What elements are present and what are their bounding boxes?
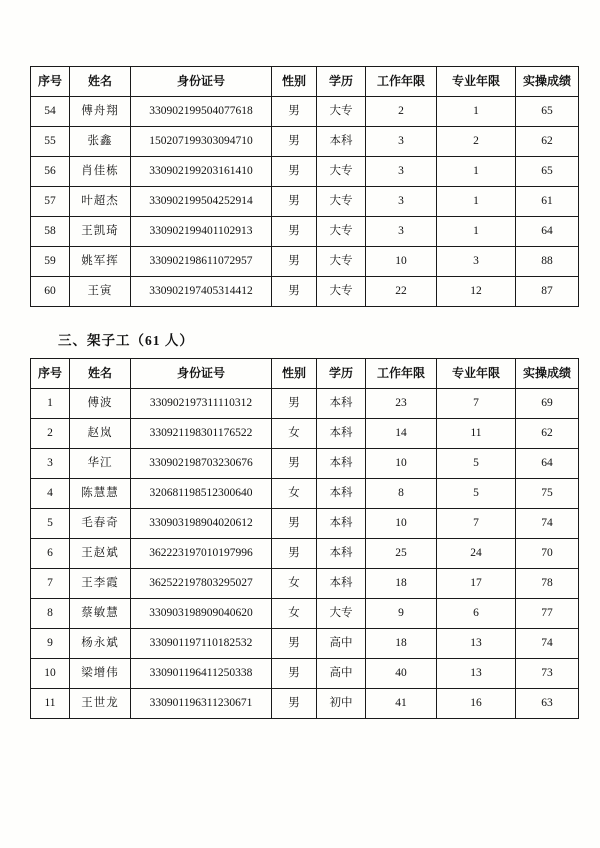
cell-gender: 男 [272,659,317,689]
cell-id-number: 330921198301176522 [131,419,272,449]
cell-work-years: 14 [366,419,437,449]
cell-education: 本科 [317,479,366,509]
table-row [31,689,579,719]
cell-education: 本科 [317,509,366,539]
cell-gender: 男 [272,629,317,659]
cell-id-number: 330902199504252914 [131,187,272,217]
cell-major-years: 6 [437,599,516,629]
cell-work-years: 40 [366,659,437,689]
table-row [31,449,579,479]
cell-work-years: 9 [366,599,437,629]
cell-name: 毛春奇 [70,509,131,539]
cell-major-years: 24 [437,539,516,569]
cell-work-years: 25 [366,539,437,569]
table-row [31,539,579,569]
cell-index: 60 [31,277,70,307]
cell-work-years: 3 [366,127,437,157]
cell-score: 87 [516,277,579,307]
cell-work-years: 8 [366,479,437,509]
cell-score: 64 [516,217,579,247]
cell-name: 姚军挥 [70,247,131,277]
cell-major-years: 1 [437,187,516,217]
cell-education: 本科 [317,389,366,419]
column-header-id-number: 身份证号 [131,359,272,389]
cell-index: 8 [31,599,70,629]
column-header-score: 实操成绩 [516,67,579,97]
cell-score: 63 [516,689,579,719]
cell-index: 7 [31,569,70,599]
cell-gender: 男 [272,127,317,157]
table-row [31,187,579,217]
cell-major-years: 13 [437,659,516,689]
column-header-major-years: 专业年限 [437,67,516,97]
column-header-gender: 性别 [272,67,317,97]
cell-name: 王凯琦 [70,217,131,247]
cell-gender: 男 [272,509,317,539]
cell-index: 9 [31,629,70,659]
cell-id-number: 330903198904020612 [131,509,272,539]
cell-major-years: 11 [437,419,516,449]
cell-name: 王世龙 [70,689,131,719]
table-row [31,659,579,689]
cell-name: 张鑫 [70,127,131,157]
table-row [31,509,579,539]
cell-education: 大专 [317,277,366,307]
cell-major-years: 1 [437,217,516,247]
column-header-index: 序号 [31,359,70,389]
table-continued-previous-section [30,66,579,307]
cell-gender: 男 [272,157,317,187]
cell-education: 本科 [317,419,366,449]
cell-major-years: 7 [437,389,516,419]
cell-education: 高中 [317,629,366,659]
cell-major-years: 2 [437,127,516,157]
cell-id-number: 330903198909040620 [131,599,272,629]
cell-name: 王寅 [70,277,131,307]
cell-id-number: 330901196311230671 [131,689,272,719]
cell-major-years: 17 [437,569,516,599]
cell-name: 叶超杰 [70,187,131,217]
table-row [31,629,579,659]
cell-name: 陈慧慧 [70,479,131,509]
cell-index: 11 [31,689,70,719]
cell-score: 88 [516,247,579,277]
cell-major-years: 7 [437,509,516,539]
table-body-1 [31,97,579,307]
cell-id-number: 330902197405314412 [131,277,272,307]
table-row [31,97,579,127]
cell-index: 2 [31,419,70,449]
cell-score: 77 [516,599,579,629]
cell-work-years: 41 [366,689,437,719]
column-header-gender: 性别 [272,359,317,389]
cell-name: 傅舟翔 [70,97,131,127]
table-row [31,217,579,247]
cell-index: 4 [31,479,70,509]
cell-id-number: 362522197803295027 [131,569,272,599]
column-header-index: 序号 [31,67,70,97]
cell-work-years: 10 [366,247,437,277]
cell-score: 74 [516,509,579,539]
section-heading-scaffolder: 三、架子工（61 人） [58,333,194,348]
cell-work-years: 10 [366,509,437,539]
cell-education: 高中 [317,659,366,689]
cell-name: 肖佳栋 [70,157,131,187]
cell-gender: 男 [272,97,317,127]
cell-education: 初中 [317,689,366,719]
table-row [31,389,579,419]
cell-gender: 男 [272,449,317,479]
cell-score: 64 [516,449,579,479]
document-content [30,66,570,719]
cell-work-years: 3 [366,187,437,217]
column-header-work-years: 工作年限 [366,67,437,97]
cell-index: 58 [31,217,70,247]
cell-id-number: 330902198703230676 [131,449,272,479]
cell-gender: 女 [272,479,317,509]
cell-id-number: 330902198611072957 [131,247,272,277]
cell-education: 大专 [317,187,366,217]
cell-score: 62 [516,419,579,449]
cell-id-number: 330901196411250338 [131,659,272,689]
cell-gender: 女 [272,419,317,449]
cell-score: 78 [516,569,579,599]
cell-gender: 男 [272,389,317,419]
table-row [31,277,579,307]
column-header-id-number: 身份证号 [131,67,272,97]
cell-index: 59 [31,247,70,277]
cell-index: 55 [31,127,70,157]
cell-name: 傅波 [70,389,131,419]
cell-score: 65 [516,97,579,127]
cell-education: 大专 [317,97,366,127]
table-header-row [31,359,579,389]
cell-name: 华江 [70,449,131,479]
cell-score: 65 [516,157,579,187]
cell-name: 赵岚 [70,419,131,449]
cell-major-years: 3 [437,247,516,277]
cell-score: 74 [516,629,579,659]
cell-education: 本科 [317,569,366,599]
cell-major-years: 16 [437,689,516,719]
cell-gender: 男 [272,247,317,277]
cell-id-number: 330902199401102913 [131,217,272,247]
cell-index: 10 [31,659,70,689]
cell-id-number: 330902197311110312 [131,389,272,419]
cell-name: 王赵斌 [70,539,131,569]
cell-education: 大专 [317,217,366,247]
cell-name: 王李霞 [70,569,131,599]
cell-gender: 男 [272,689,317,719]
cell-gender: 男 [272,277,317,307]
cell-name: 蔡敏慧 [70,599,131,629]
cell-major-years: 1 [437,157,516,187]
cell-education: 大专 [317,247,366,277]
cell-gender: 男 [272,539,317,569]
table-scaffolder-candidates [30,358,579,719]
column-header-education: 学历 [317,359,366,389]
cell-education: 本科 [317,449,366,479]
cell-score: 69 [516,389,579,419]
column-header-education: 学历 [317,67,366,97]
cell-gender: 男 [272,187,317,217]
cell-index: 56 [31,157,70,187]
cell-id-number: 150207199303094710 [131,127,272,157]
column-header-score: 实操成绩 [516,359,579,389]
cell-work-years: 22 [366,277,437,307]
cell-id-number: 330902199504077618 [131,97,272,127]
table-row [31,127,579,157]
cell-major-years: 12 [437,277,516,307]
cell-work-years: 3 [366,217,437,247]
column-header-name: 姓名 [70,359,131,389]
cell-index: 5 [31,509,70,539]
cell-score: 70 [516,539,579,569]
cell-work-years: 3 [366,157,437,187]
cell-index: 3 [31,449,70,479]
cell-education: 本科 [317,539,366,569]
cell-gender: 女 [272,599,317,629]
cell-score: 61 [516,187,579,217]
table-row [31,419,579,449]
table-row [31,247,579,277]
cell-index: 54 [31,97,70,127]
cell-work-years: 2 [366,97,437,127]
cell-gender: 女 [272,569,317,599]
cell-education: 大专 [317,157,366,187]
cell-work-years: 18 [366,569,437,599]
table-row [31,599,579,629]
cell-id-number: 320681198512300640 [131,479,272,509]
cell-major-years: 13 [437,629,516,659]
cell-work-years: 10 [366,449,437,479]
cell-id-number: 362223197010197996 [131,539,272,569]
table-row [31,479,579,509]
cell-index: 57 [31,187,70,217]
cell-name: 梁增伟 [70,659,131,689]
table-row [31,157,579,187]
cell-education: 本科 [317,127,366,157]
cell-id-number: 330902199203161410 [131,157,272,187]
cell-index: 6 [31,539,70,569]
cell-major-years: 5 [437,449,516,479]
cell-gender: 男 [272,217,317,247]
cell-name: 杨永斌 [70,629,131,659]
cell-score: 73 [516,659,579,689]
table-body-2 [31,389,579,719]
cell-major-years: 1 [437,97,516,127]
cell-index: 1 [31,389,70,419]
cell-work-years: 23 [366,389,437,419]
cell-work-years: 18 [366,629,437,659]
cell-major-years: 5 [437,479,516,509]
table-header [31,67,579,97]
column-header-name: 姓名 [70,67,131,97]
cell-education: 大专 [317,599,366,629]
table-header [31,359,579,389]
cell-score: 62 [516,127,579,157]
column-header-work-years: 工作年限 [366,359,437,389]
cell-score: 75 [516,479,579,509]
column-header-major-years: 专业年限 [437,359,516,389]
table-row [31,569,579,599]
cell-id-number: 330901197110182532 [131,629,272,659]
table-header-row [31,67,579,97]
